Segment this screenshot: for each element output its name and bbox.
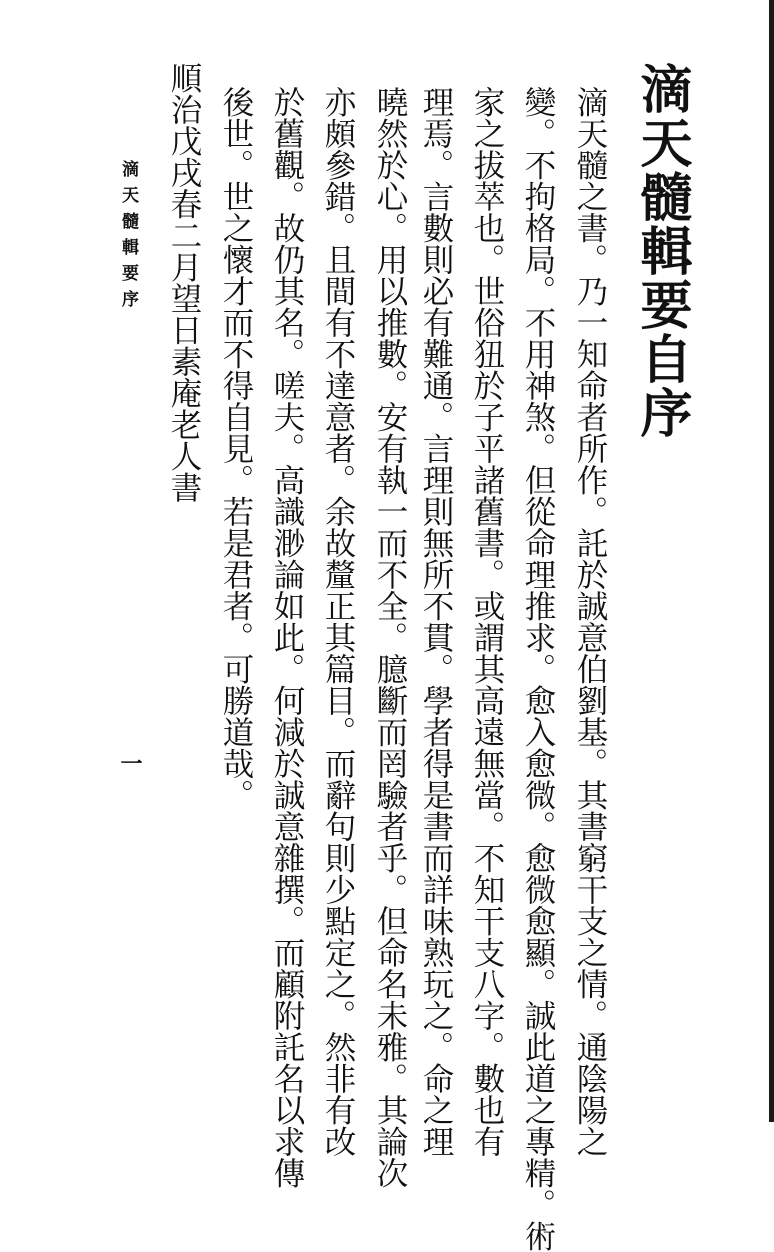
- page-number: 一: [117, 752, 143, 774]
- body-line-6: 亦頗參錯。且間有不達意者。余故釐正其篇目。而辭句則少點定之。然非有改: [320, 86, 356, 1157]
- body-line-8: 後世。世之懷才而不得自見。若是君者。可勝道哉。: [218, 86, 254, 811]
- signature-line: 順治戊戌春二月望日素庵老人書: [166, 62, 202, 503]
- preface-title: 滴天髓輯要自序: [631, 62, 692, 440]
- body-line-4: 理焉。言數則必有難通。言理則無所不貫。學者得是書而詳味熟玩之。命之理: [418, 86, 454, 1157]
- body-line-7: 於舊觀。故仍其名。嗟夫。高識渺論如此。何減於誠意雜撰。而顧附託名以求傳: [269, 86, 305, 1189]
- body-line-5: 曉然於心。用以推數。安有執一而不全。臆斷而罔驗者乎。但命名未雅。其論次: [372, 86, 408, 1189]
- body-line-3: 家之拔萃也。世俗狃於子平諸舊書。或謂其高遠無當。不知干支八字。數也有: [469, 86, 505, 1157]
- body-line-1: 滴天髓之書。乃一知命者所作。託於誠意伯劉基。其書窮干支之情。通陰陽之: [572, 86, 608, 1157]
- page-edge-border: [769, 0, 774, 1122]
- body-line-2: 變。不拘格局。不用神煞。但從命理推求。愈入愈微。愈微愈顯。誠此道之專精。術: [520, 86, 556, 1252]
- running-head: 滴天髓輯要序: [118, 160, 138, 316]
